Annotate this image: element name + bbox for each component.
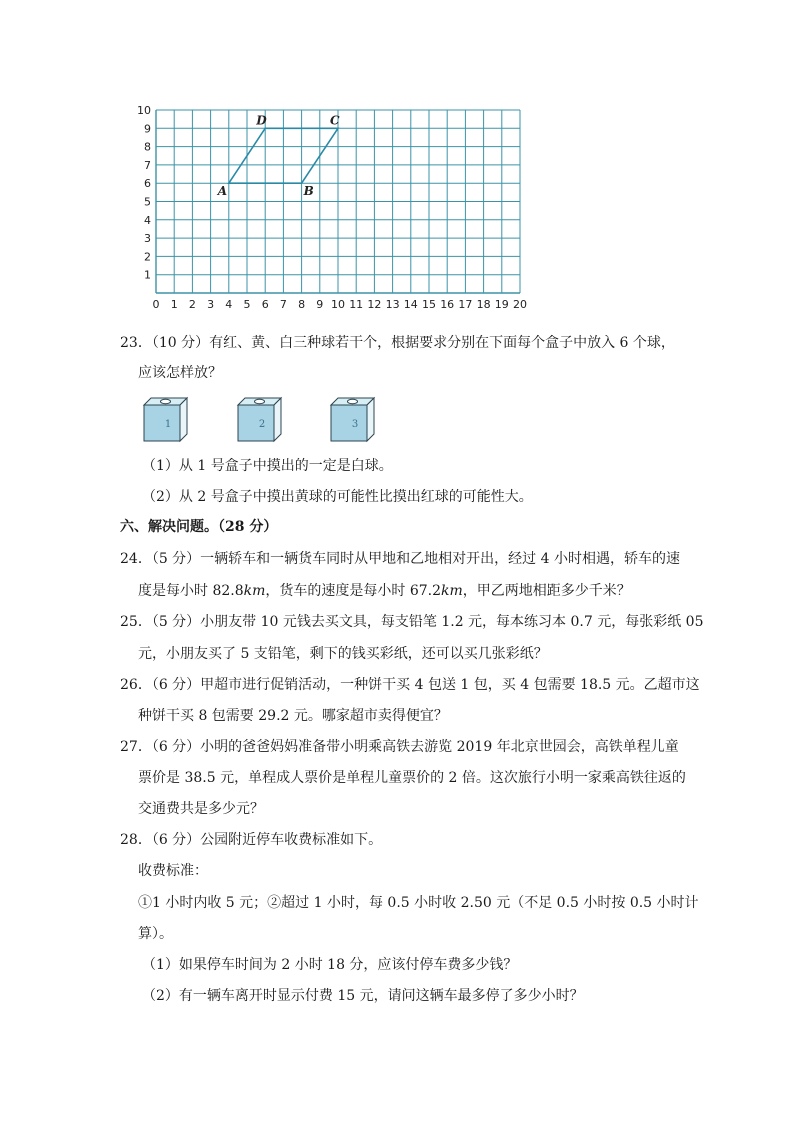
y-tick-label: 5: [144, 195, 151, 209]
x-tick-label: 2: [188, 298, 196, 311]
y-tick-label: 1: [144, 268, 151, 282]
q25-line-2: 元，小朋友买了 5 支铅笔，剩下的钱买彩纸，还可以买几张彩纸？: [138, 646, 548, 662]
y-tick-label: 3: [144, 232, 151, 246]
q28-line-1: 28．（6 分）公园附近停车收费标准如下。: [120, 832, 383, 848]
q26-line-2: 种饼干买 8 包需要 29.2 元。哪家超市卖得便宜？: [138, 708, 448, 724]
q28-line-2: 收费标准：: [138, 863, 208, 879]
x-tick-label: 8: [298, 298, 306, 311]
x-axis-labels: [153, 298, 528, 311]
vertex-label-b: B: [303, 184, 314, 199]
y-tick-label: 8: [144, 140, 151, 154]
ball-boxes: [138, 394, 398, 444]
q28-sub-1: （1）如果停车时间为 2 小时 18 分，应该付停车费多少钱？: [142, 957, 518, 973]
x-tick-label: 11: [349, 298, 364, 311]
q28-line-3: ①1 小时内收 5 元；②超过 1 小时，每 0.5 小时收 2.50 元（不足 0.5 小时按 0.5 小时计: [138, 895, 699, 911]
x-tick-label: 16: [440, 298, 455, 311]
q24-line-2c: ，甲乙两地相距多少千米？: [462, 583, 631, 599]
x-tick-label: 3: [207, 298, 215, 311]
x-tick-label: 20: [513, 298, 527, 311]
q23-sub-2: （2）从 2 号盒子中摸出黄球的可能性比摸出红球的可能性大。: [142, 489, 533, 505]
q27-line-1: 27．（6 分）小明的爸爸妈妈准备带小明乘高铁去游览 2019 年北京世园会，高铁单程儿童: [120, 739, 679, 755]
y-tick-label: 4: [144, 213, 151, 227]
x-tick-label: 5: [243, 298, 251, 311]
x-tick-label: 18: [476, 298, 491, 311]
box-number-label: 2: [258, 419, 266, 430]
section-6-heading: 六、解决问题。（28 分）: [120, 519, 278, 535]
x-tick-label: 14: [403, 298, 418, 311]
x-tick-label: 19: [494, 298, 509, 311]
x-tick-label: 17: [458, 298, 473, 311]
q24-line-2: [138, 582, 631, 600]
q23-line-2: 应该怎样放？: [138, 365, 222, 381]
q28-sub-2: （2）有一辆车离开时显示付费 15 元，请问这辆车最多停了多少小时？: [142, 988, 584, 1004]
x-tick-label: 1: [170, 298, 178, 311]
vertex-label-a: A: [217, 184, 228, 199]
x-tick-label: 9: [316, 298, 324, 311]
q26-line-1: 26．（6 分）甲超市进行促销活动，一种饼干买 4 包送 1 包，买 4 包需要 18.5 元。乙超市这: [120, 677, 700, 693]
x-tick-label: 13: [385, 298, 400, 311]
coordinate-grid-figure: [130, 100, 540, 318]
q24-line-2b: ，货车的速度是每小时 67.2: [265, 583, 442, 599]
x-tick-label: 7: [279, 298, 287, 311]
x-tick-label: 6: [261, 298, 269, 311]
box-3: [331, 398, 374, 441]
y-axis-labels: [137, 104, 151, 282]
q24-line-2a: 度是每小时 82.8: [138, 583, 244, 599]
x-tick-label: 0: [152, 298, 160, 311]
q27-line-3: 交通费共是多少元？: [138, 801, 264, 817]
y-tick-label: 10: [137, 104, 151, 117]
box-2: [238, 398, 281, 441]
q23-line-1: 23．（10 分）有红、黄、白三种球若干个，根据要求分别在下面每个盒子中放入 6 个球，: [120, 335, 675, 351]
vertex-label-d: D: [256, 113, 267, 128]
box-number-label: 3: [351, 419, 359, 430]
grid-lines: [156, 110, 520, 293]
box-number-label: 1: [164, 419, 172, 430]
x-tick-label: 12: [367, 298, 382, 311]
y-tick-label: 7: [144, 158, 151, 172]
x-tick-label: 15: [422, 298, 436, 311]
x-tick-label: 4: [225, 298, 233, 311]
q27-line-2: 票价是 38.5 元，单程成人票价是单程儿童票价的 2 倍。这次旅行小明一家乘高铁往返的: [138, 770, 686, 786]
y-tick-label: 9: [144, 122, 151, 136]
y-tick-label: 6: [144, 177, 151, 191]
q23-sub-1: （1）从 1 号盒子中摸出的一定是白球。: [142, 458, 393, 474]
q24-unit-1: km: [243, 583, 266, 599]
q25-line-1: 25．（5 分）小朋友带 10 元钱去买文具，每支铅笔 1.2 元，每本练习本 0.7 元，每张彩纸 05: [120, 614, 704, 630]
y-tick-label: 2: [144, 250, 151, 264]
vertex-label-c: C: [330, 113, 340, 128]
box-1: [144, 398, 187, 441]
vertex-labels: [217, 113, 340, 198]
x-tick-label: 10: [331, 298, 345, 311]
q24-unit-2: km: [441, 583, 463, 599]
q28-line-4: 算）。: [138, 926, 173, 942]
q24-line-1: 24．（5 分）一辆轿车和一辆货车同时从甲地和乙地相对开出，经过 4 小时相遇，轿车的速: [120, 551, 680, 567]
